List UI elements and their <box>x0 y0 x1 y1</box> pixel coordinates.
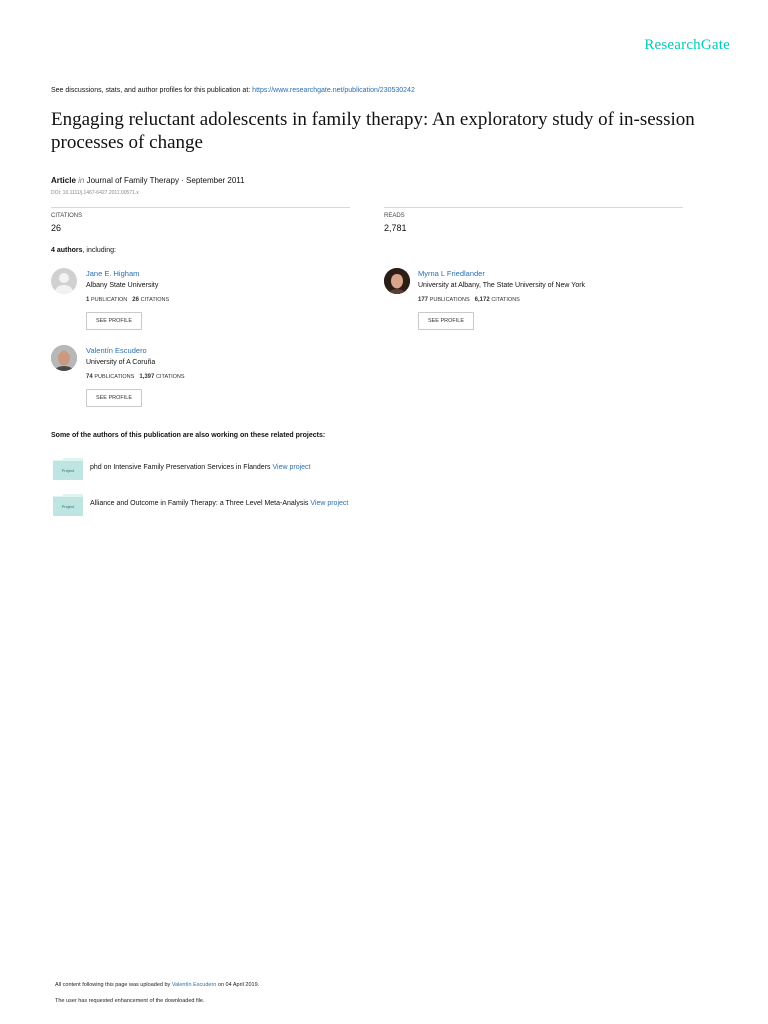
author-citations-count: 6,172 <box>474 297 490 303</box>
author-stats <box>418 297 520 303</box>
author-avatar-photo[interactable] <box>384 268 410 294</box>
upload-note <box>55 982 259 988</box>
enhancement-note: The user has requested enhancement of the downloaded file. <box>55 998 205 1004</box>
journal-source: Journal of Family Therapy · September 2011 <box>86 176 245 185</box>
authors-heading <box>51 247 116 254</box>
upload-prefix: All content following this page was uploaded by <box>55 982 172 988</box>
related-projects-heading: Some of the authors of this publication are also working on these related projects: <box>51 432 326 439</box>
publication-title: Engaging reluctant adolescents in family therapy: An exploratory study of in-session processes of change <box>51 109 695 153</box>
author-citations-label: CITATIONS <box>491 297 520 303</box>
see-profile-button[interactable]: SEE PROFILE <box>86 312 142 330</box>
project-name: Alliance and Outcome in Family Therapy: a Three Level Meta-Analysis <box>90 500 311 507</box>
view-project-link[interactable]: View project <box>310 500 349 507</box>
publication-type: Article <box>51 176 76 185</box>
reads-divider <box>384 207 683 208</box>
author-citations-count: 26 <box>132 297 139 303</box>
project-item <box>90 500 348 507</box>
reads-label: READS <box>384 213 405 219</box>
authors-count: 4 authors <box>51 247 83 254</box>
author-avatar-placeholder[interactable] <box>51 268 77 294</box>
author-stats <box>86 297 169 303</box>
reads-count: 2,781 <box>384 223 407 233</box>
author-publications-count: 177 <box>418 297 429 303</box>
author-publications-count: 1 <box>86 297 90 303</box>
author-publications-label: PUBLICATIONS <box>94 374 135 380</box>
project-folder-icon <box>53 494 83 516</box>
doi-text: DOI: 10.1111/j.1467-6427.2011.00571.x <box>51 190 139 196</box>
author-portrait-icon <box>51 345 77 371</box>
author-publications-label: PUBLICATION <box>91 297 128 303</box>
see-profile-button[interactable]: SEE PROFILE <box>86 389 142 407</box>
publication-url-link[interactable]: https://www.researchgate.net/publication/230530242 <box>252 87 415 94</box>
meta-in: in <box>78 176 85 185</box>
author-name-link[interactable]: Myrna L Friedlander <box>418 269 485 278</box>
citations-divider <box>51 207 350 208</box>
author-name-link[interactable]: Valentín Escudero <box>86 346 147 355</box>
author-citations-label: CITATIONS <box>140 297 170 303</box>
discussion-prefix: See discussions, stats, and author profiles for this publication at: <box>51 87 253 94</box>
author-citations-count: 1,397 <box>139 374 155 380</box>
author-citations-label: CITATIONS <box>156 374 185 380</box>
uploader-link[interactable]: Valentín Escudero <box>171 982 217 988</box>
see-profile-button[interactable]: SEE PROFILE <box>418 312 474 330</box>
publication-meta <box>51 176 245 185</box>
author-institution: University at Albany, The State University of New York <box>418 282 586 289</box>
author-institution: University of A Coruña <box>86 359 156 366</box>
project-icon-label: Project <box>61 504 75 509</box>
author-portrait-icon <box>384 268 410 294</box>
author-publications-label: PUBLICATIONS <box>429 297 470 303</box>
author-avatar-photo[interactable] <box>51 345 77 371</box>
citations-count: 26 <box>51 223 62 233</box>
authors-suffix: , including: <box>82 247 116 254</box>
author-institution: Albany State University <box>86 282 159 289</box>
author-publications-count: 74 <box>86 374 93 380</box>
researchgate-logo[interactable]: ResearchGate <box>644 37 730 53</box>
discussion-line <box>51 87 415 94</box>
author-name-link[interactable]: Jane E. Higham <box>86 269 140 278</box>
view-project-link[interactable]: View project <box>272 464 311 471</box>
project-item <box>90 464 311 471</box>
project-name: phd on Intensive Family Preservation Services in Flanders <box>90 464 273 471</box>
project-icon-label: Project <box>61 468 75 473</box>
author-stats <box>86 374 185 380</box>
upload-suffix: on 04 April 2019. <box>216 982 260 988</box>
person-silhouette-icon <box>51 268 77 294</box>
project-folder-icon <box>53 458 83 480</box>
citations-label: CITATIONS <box>51 213 83 219</box>
